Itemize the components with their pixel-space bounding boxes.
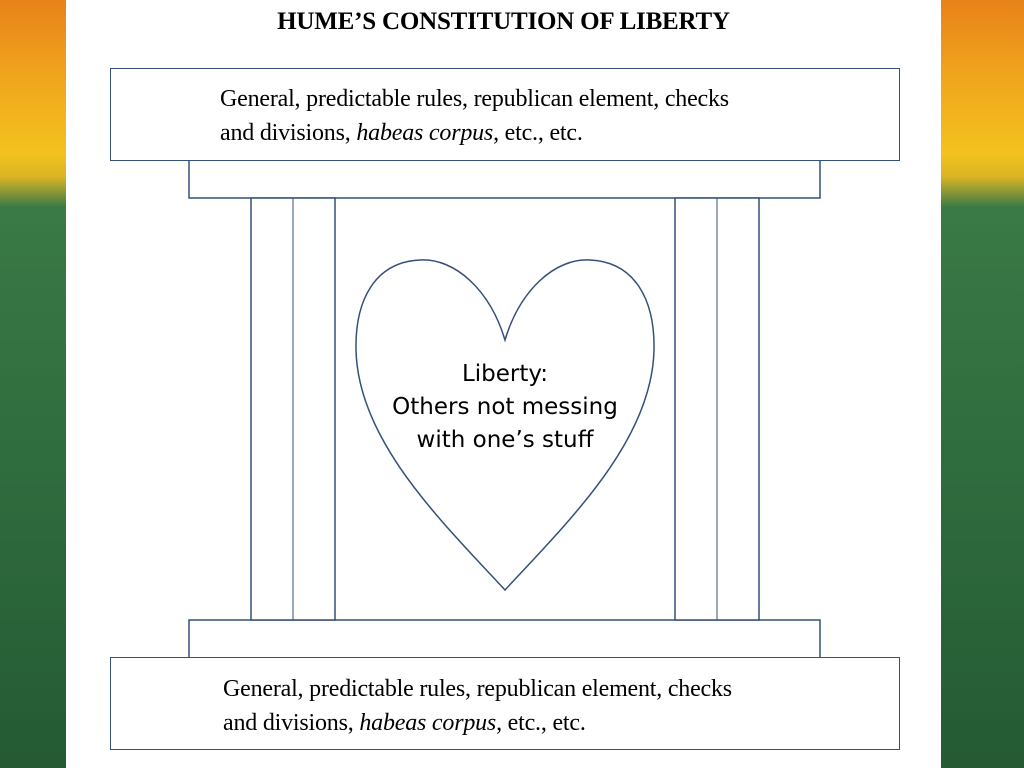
slide-title: HUME’S CONSTITUTION OF LIBERTY bbox=[277, 8, 730, 35]
upper-slab bbox=[189, 160, 820, 198]
top-box-line1: General, predictable rules, republican element, checks bbox=[220, 86, 729, 112]
bottom-box-text bbox=[223, 672, 732, 740]
bottom-box-line1: General, predictable rules, republican element, checks bbox=[223, 676, 732, 702]
heart-label bbox=[355, 358, 655, 457]
bottom-box-line2-pre: and divisions, bbox=[223, 710, 360, 736]
heart-line3: with one’s stuff bbox=[416, 427, 594, 453]
lower-slab bbox=[189, 620, 820, 658]
bottom-box-line2 bbox=[223, 706, 732, 740]
bottom-box-line2-post: , etc., etc. bbox=[496, 710, 586, 736]
top-box-text bbox=[220, 82, 729, 150]
heart-line1: Liberty: bbox=[461, 361, 549, 387]
bottom-box-line2-italic: habeas corpus bbox=[359, 710, 497, 736]
top-box-line2 bbox=[220, 116, 729, 150]
top-box-line2-post: , etc., etc. bbox=[493, 120, 583, 146]
top-box-line2-pre: and divisions, bbox=[220, 120, 357, 146]
heart-line2: Others not messing bbox=[392, 394, 618, 420]
top-box-line2-italic: habeas corpus bbox=[356, 120, 494, 146]
